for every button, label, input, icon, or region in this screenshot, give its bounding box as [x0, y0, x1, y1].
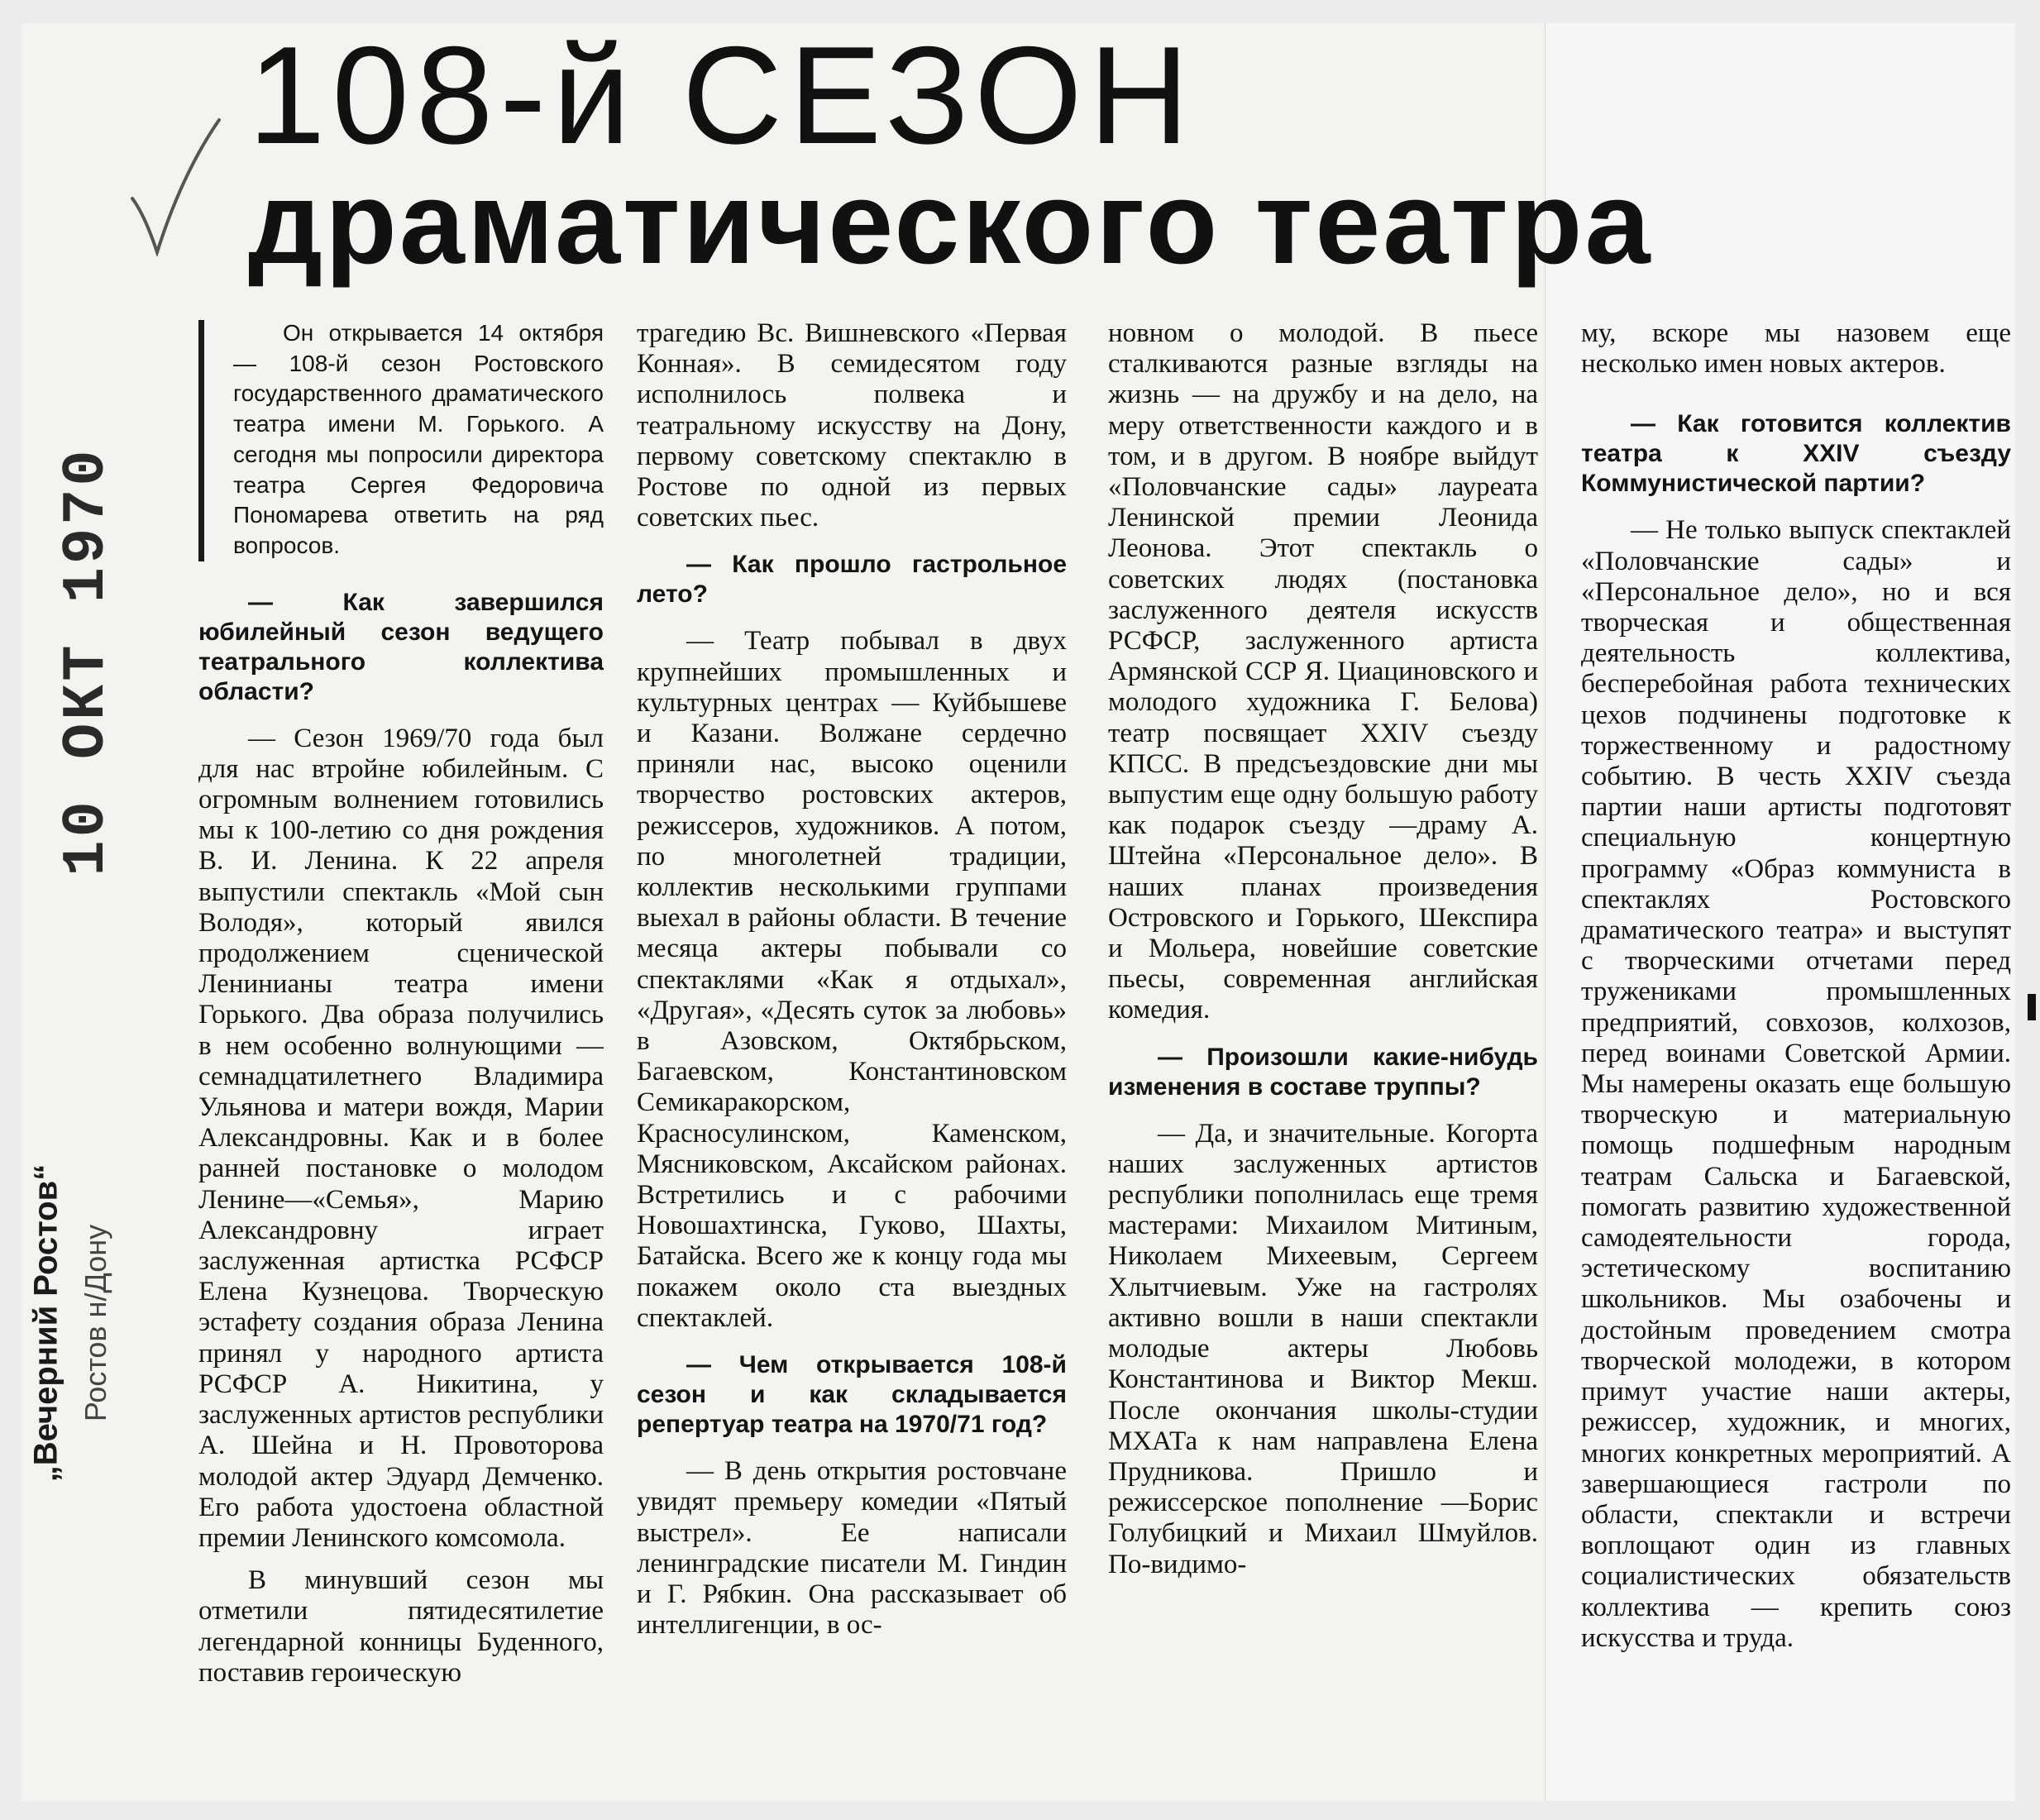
text-column-2	[637, 318, 1067, 1799]
source-city: Ростов н/Дону	[79, 1224, 112, 1422]
lead-text: Он открывается 14 октября — 108-й сезон Ростовского государственного драматического театра имени М. Горького. А сегодня мы попросили директора театра Сергея Федоровича Пономарева ответить на ряд вопросов.	[233, 320, 604, 558]
answer-2: — Театр побывал в двух крупнейших промышленных и культурных центрах — Куйбышеве и Казани. Волжане сердечно приняли нас, высоко оценили творчество ростовских актеров, режиссеров, художников. А потом, по многолетней традиции, коллектив несколькими группами выехал в районы области. В течение месяца актеры побывали со спектаклями «Как я отдыхал», «Другая», «Десять суток за любовь» в Азовском, Октябрьском, Багаевском, Константиновском Семикаракорском, Красносулинском, Каменском, Мясниковском, Аксайском районах. Встретились и с рабочими Новошахтинска, Гуково, Шахты, Батайска. Всего же к концу года мы покажем около ста выездных спектаклей.	[637, 626, 1067, 1333]
source-stamp	[17, 1108, 141, 1538]
question-1: — Как завершился юбилейный сезон ведущего театрального коллектива области?	[198, 588, 604, 705]
answer-4-end: му, вскоре мы назовем еще несколько имен новых актеров.	[1581, 318, 2011, 380]
question-4: — Произошли какие-нибудь изменения в составе труппы?	[1108, 1043, 1538, 1101]
question-5: — Как готовится коллектив театра к XXIV съезду Коммунистической партии?	[1581, 410, 2011, 498]
answer-1-paragraph-2-start: В минувший сезон мы отметили пятидесятилетие легендарной конницы Буденного, поставив героическую	[198, 1565, 604, 1688]
edge-mark	[2028, 994, 2036, 1020]
checkmark-icon	[124, 116, 223, 256]
article-lead	[198, 318, 604, 561]
question-3: — Чем открывается 108-й сезон и как складывается репертуар театра на 1970/71 год?	[637, 1351, 1067, 1439]
question-2: — Как прошло гастрольное лето?	[637, 551, 1067, 609]
date-stamp-text: 10 ОКТ 1970	[53, 447, 121, 877]
answer-4-start: — Да, и значительные. Когорта наших заслуженных артистов республики пополнилась еще тремя мастерами: Михаилом Митиным, Николаем Михеевым, Сергеем Хлытчиевым. Уже на гастролях активно вошли в наши спектакли молодые актеры Любовь Константинова и Виктор Мекш. После окончания школы-студии МХАТа к нам направлена Елена Прудникова. Пришло и режиссерское пополнение —Борис Голубицкий и Михаил Шмуйлов. По-видимо-	[1108, 1118, 1538, 1579]
headline-line-1: 108-й СЕЗОН	[248, 17, 1197, 173]
answer-3-start: — В день открытия ростовчане увидят премьеру комедии «Пятый выстрел». Ее написали ленинградские писатели М. Гиндин и Г. Рябкин. Она рассказывает об интеллигенции, в ос-	[637, 1456, 1067, 1641]
answer-3-end: новном о молодой. В пьесе сталкиваются разные взгляды на жизнь — на дружбу и на дело, на меру ответственности каждого и в том, и в другом. В ноябре выйдут «Половчанские сады» лауреата Ленинской премии Леонида Леонова. Этот спектакль о советских людях (постановка заслуженного деятеля искусств РСФСР, заслуженного артиста Армянской ССР Я. Циациновского и молодого художника Г. Белова) театр посвящает XXIV съезду КПСС. В предсъездовские дни мы выпустим еще одну большую работу как подарок съезду —драму А. Штейна «Персональное дело». В наших планах произведения Островского и Горького, Шекспира и Мольера, новейшие советские пьесы, современная английская комедия.	[1108, 318, 1538, 1025]
source-name: „Вечерний Ростов“	[27, 1163, 64, 1483]
text-column-1	[198, 318, 604, 1799]
date-stamp	[50, 447, 124, 877]
text-column-4	[1581, 318, 2011, 1799]
answer-1-paragraph-1: — Сезон 1969/70 года был для нас втройне юбилейным. С огромным волнением готовились мы к 100-летию со дня рождения В. И. Ленина. К 22 апреля выпустили спектакль «Мой сын Володя», который явился продолжением сценической Ленинианы театра имени Горького. Два образа получились в нем особенно волнующими — семнадцатилетнего Владимира Ульянова и матери вождя, Марии Александровны. Как и в более ранней постановке о молодом Ленине—«Семья», Марию Александровну играет заслуженная артистка РСФСР Елена Кузнецова. Творческую эстафету создания образа Ленина принял у народного артиста РСФСР А. Никитина, у заслуженных артистов республики А. Шейна и Н. Провоторова молодой актер Эдуард Демченко. Его работа удостоена областной премии Ленинского комсомола.	[198, 723, 604, 1553]
text-column-3	[1108, 318, 1538, 1799]
answer-5: — Не только выпуск спектаклей «Половчанские сады» и «Персональное дело», но и вся творческая и общественная деятельность коллектива, бесперебойная работа технических цехов подчинены подготовке к торжественному и радостному событию. В честь XXIV съезда партии наши артисты подготовят специальную концертную программу «Образ коммуниста в спектаклях Ростовского драматического театра» и выступят с творческими отчетами перед тружениками промышленных предприятий, совхозов, колхозов, перед воинами Советской Армии. Мы намерены оказать еще большую творческую и материальную помощь подшефным народным театрам Сальска и Багаевской, помогать развитию художественной самодеятельности города, эстетическому воспитанию школьников. Мы озабочены и достойным проведением смотра творческой молодежи, в котором примут участие наши актеры, режиссер, художник, и многих, многих конкретных мероприятий. А завершающиеся гастроли по области, спектакли и встречи воплощают один из главных социалистических обязательств коллектива — крепить союз искусства и труда.	[1581, 515, 2011, 1653]
headline-line-2: драматического театра	[248, 157, 1653, 289]
answer-1-paragraph-2-end: трагедию Вс. Вишневского «Первая Конная». В семидесятом году исполнилось полвека и театральному искусству на Дону, первому советскому спектаклю в Ростове по одной из первых советских пьес.	[637, 318, 1067, 533]
